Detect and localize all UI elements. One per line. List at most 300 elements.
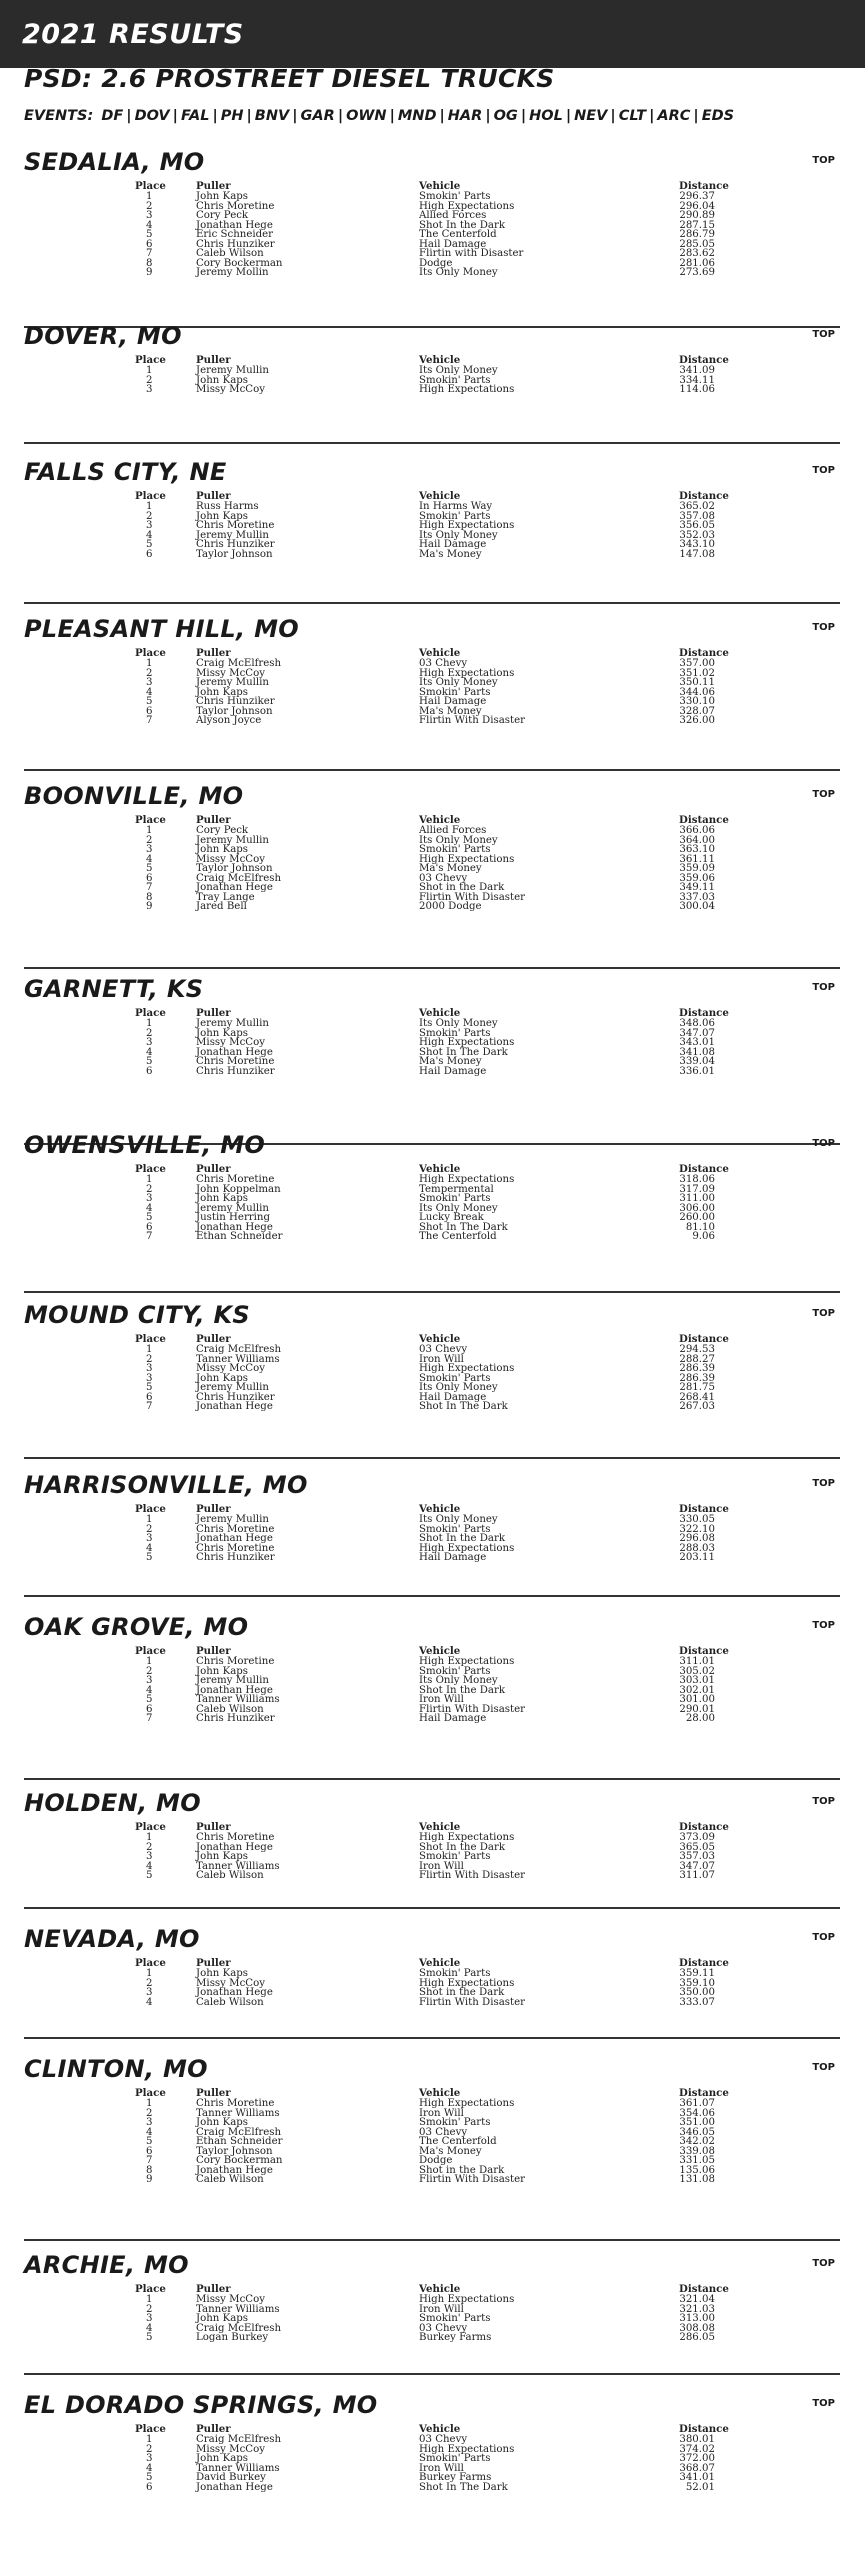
distance-cell: 290.89 — [679, 210, 715, 221]
table-row — [0, 376, 739, 386]
event-separator: | — [439, 108, 445, 124]
top-link[interactable]: TOP — [812, 329, 835, 340]
top-link[interactable]: TOP — [812, 1620, 835, 1631]
distance-header: Distance — [679, 814, 729, 827]
table-row — [0, 893, 739, 903]
table-header-row — [0, 1009, 739, 1019]
distance-cell: 311.01 — [679, 1656, 715, 1667]
puller-cell: Cory Bockerman — [196, 257, 283, 269]
puller-cell: Taylor Johnson — [196, 2145, 273, 2157]
vehicle-cell: 03 Chevy — [419, 2126, 468, 2138]
distance-cell: 267.03 — [679, 1401, 715, 1412]
place-cell: 3 — [146, 2453, 153, 2464]
vehicle-cell: Smokin' Parts — [419, 1665, 491, 1677]
vehicle-cell: Smokin' Parts — [419, 1027, 491, 1039]
table-row — [0, 697, 739, 707]
place-cell: 4 — [146, 1860, 153, 1872]
table-row — [0, 385, 739, 395]
event-link-hol[interactable]: HOL — [529, 108, 563, 124]
table-row — [0, 2295, 739, 2305]
puller-cell: Caleb Wilson — [196, 2174, 264, 2185]
place-header: Place — [135, 814, 166, 827]
vehicle-cell: Allied Forces — [419, 825, 487, 836]
distance-cell: 203.11 — [679, 1552, 715, 1563]
place-cell: 3 — [146, 1987, 153, 1998]
distance-cell: 286.79 — [679, 229, 715, 240]
table-row — [0, 1393, 739, 1403]
results-table — [0, 1647, 739, 1724]
table-row — [0, 1525, 739, 1535]
distance-cell: 374.02 — [679, 2443, 715, 2455]
top-link[interactable]: TOP — [812, 622, 835, 633]
table-header-row — [0, 2425, 739, 2435]
place-cell: 1 — [146, 1018, 153, 1029]
vehicle-header: Vehicle — [419, 2283, 461, 2296]
table-row — [0, 1204, 739, 1214]
section-divider — [24, 602, 840, 604]
event-link-eds[interactable]: EDS — [701, 108, 735, 124]
table-row — [0, 1194, 739, 1204]
puller-cell: Craig McElfresh — [196, 2322, 282, 2334]
place-cell: 6 — [146, 548, 153, 560]
top-link[interactable]: TOP — [812, 1308, 835, 1319]
table-row — [0, 1048, 739, 1058]
vehicle-header: Vehicle — [419, 490, 461, 503]
event-link-mnd[interactable]: MND — [397, 108, 437, 124]
distance-cell: 286.39 — [679, 1372, 715, 1384]
distance-header: Distance — [679, 180, 729, 193]
table-row — [0, 1667, 739, 1677]
event-link-arc[interactable]: ARC — [657, 108, 691, 124]
section-title: OWENSVILLE, MO — [24, 1131, 266, 1159]
place-cell: 1 — [146, 825, 153, 836]
event-link-clt[interactable]: CLT — [618, 108, 647, 124]
distance-cell: 268.41 — [679, 1391, 715, 1403]
place-cell: 3 — [146, 2313, 153, 2324]
vehicle-header: Vehicle — [419, 1821, 461, 1834]
puller-header: Puller — [196, 814, 231, 827]
vehicle-cell: Hail Damage — [419, 1065, 487, 1077]
distance-cell: 313.00 — [679, 2313, 715, 2324]
puller-header: Puller — [196, 1821, 231, 1834]
vehicle-cell: High Expectations — [419, 1363, 515, 1374]
results-table — [0, 2089, 739, 2185]
vehicle-header: Vehicle — [419, 1163, 461, 1176]
vehicle-cell: Hail Damage — [419, 238, 487, 250]
event-link-har[interactable]: HAR — [447, 108, 483, 124]
puller-cell: John Koppelman — [196, 1183, 281, 1195]
table-row — [0, 1232, 739, 1242]
vehicle-cell: Flirtin With Disaster — [419, 2174, 525, 2185]
place-header: Place — [135, 2087, 166, 2100]
table-header-row — [0, 1335, 739, 1345]
results-table — [0, 1165, 739, 1242]
puller-header: Puller — [196, 180, 231, 193]
vehicle-cell: Ma's Money — [419, 2145, 482, 2157]
event-link-nev[interactable]: NEV — [574, 108, 608, 124]
puller-cell: Missy McCoy — [196, 1977, 265, 1989]
distance-header: Distance — [679, 2423, 729, 2436]
distance-cell: 321.03 — [679, 2303, 715, 2315]
vehicle-cell: Its Only Money — [419, 365, 498, 376]
place-cell: 1 — [146, 658, 153, 669]
vehicle-cell: High Expectations — [419, 2098, 515, 2109]
place-cell: 9 — [146, 901, 153, 912]
distance-cell: 303.01 — [679, 1675, 715, 1686]
place-header: Place — [135, 2423, 166, 2436]
distance-cell: 288.03 — [679, 1542, 715, 1554]
event-link-fal[interactable]: FAL — [180, 108, 210, 124]
event-link-dov[interactable]: DOV — [134, 108, 170, 124]
distance-cell: 337.03 — [679, 891, 715, 903]
distance-cell: 296.04 — [679, 200, 715, 212]
puller-cell: Tanner Williams — [196, 2107, 280, 2119]
puller-cell: Tanner Williams — [196, 2303, 280, 2315]
place-cell: 1 — [146, 2098, 153, 2109]
results-section — [0, 458, 865, 560]
table-header-row — [0, 182, 739, 192]
section-divider — [24, 1907, 840, 1909]
results-table — [0, 1335, 739, 1412]
table-row — [0, 2435, 739, 2445]
section-divider — [24, 1595, 840, 1597]
puller-cell: Chris Moretine — [196, 520, 275, 531]
section-divider — [24, 1291, 840, 1293]
table-row — [0, 1979, 739, 1989]
section-title: HOLDEN, MO — [24, 1789, 201, 1817]
puller-cell: Caleb Wilson — [196, 1703, 264, 1715]
vehicle-cell: Iron Will — [419, 2303, 464, 2315]
distance-cell: 281.06 — [679, 257, 715, 269]
place-cell: 4 — [146, 853, 153, 865]
place-cell: 4 — [146, 1202, 153, 1214]
vehicle-cell: Its Only Money — [419, 529, 498, 541]
vehicle-cell: Smokin' Parts — [419, 1968, 491, 1979]
puller-cell: Missy McCoy — [196, 667, 265, 679]
distance-cell: 260.00 — [679, 1212, 715, 1223]
event-separator: | — [649, 108, 655, 124]
puller-header: Puller — [196, 354, 231, 367]
distance-cell: 363.10 — [679, 844, 715, 855]
place-cell: 3 — [146, 1037, 153, 1048]
place-cell: 8 — [146, 2164, 153, 2176]
vehicle-cell: Hail Damage — [419, 1713, 487, 1724]
top-link[interactable]: TOP — [812, 2062, 835, 2073]
event-link-gar[interactable]: GAR — [300, 108, 335, 124]
distance-cell: 131.08 — [679, 2174, 715, 2185]
event-separator: | — [693, 108, 699, 124]
distance-cell: 352.03 — [679, 529, 715, 541]
vehicle-cell: Its Only Money — [419, 267, 498, 278]
vehicle-cell: Ma's Money — [419, 705, 482, 717]
puller-cell: John Kaps — [196, 1665, 249, 1677]
distance-cell: 336.01 — [679, 1065, 715, 1077]
table-header-row — [0, 1505, 739, 1515]
vehicle-cell: Its Only Money — [419, 1514, 498, 1525]
vehicle-cell: Ma's Money — [419, 1056, 482, 1067]
place-cell: 4 — [146, 2126, 153, 2138]
vehicle-cell: High Expectations — [419, 2294, 515, 2305]
puller-cell: Missy McCoy — [196, 1037, 265, 1048]
vehicle-cell: Smokin' Parts — [419, 686, 491, 698]
table-row — [0, 2454, 739, 2464]
results-table — [0, 1505, 739, 1563]
puller-cell: Jeremy Mullin — [196, 1202, 269, 1214]
table-header-row — [0, 1823, 739, 1833]
distance-cell: 364.00 — [679, 834, 715, 846]
place-cell: 3 — [146, 1851, 153, 1862]
vehicle-cell: Shot In The Dark — [419, 1401, 508, 1412]
table-row — [0, 366, 739, 376]
distance-cell: 286.39 — [679, 1363, 715, 1374]
puller-cell: Cory Peck — [196, 210, 249, 221]
results-section — [0, 615, 865, 726]
table-header-row — [0, 1959, 739, 1969]
event-link-bnv[interactable]: BNV — [254, 108, 290, 124]
top-link[interactable]: TOP — [812, 1138, 835, 1149]
distance-cell: 365.05 — [679, 1841, 715, 1853]
vehicle-cell: Shot In the Dark — [419, 1533, 506, 1544]
distance-cell: 354.06 — [679, 2107, 715, 2119]
vehicle-cell: Smokin' Parts — [419, 510, 491, 522]
place-cell: 9 — [146, 267, 153, 278]
event-link-df[interactable]: DF — [101, 108, 124, 124]
vehicle-cell: Shot In the Dark — [419, 1684, 506, 1696]
table-row — [0, 221, 739, 231]
vehicle-cell: Iron Will — [419, 2462, 464, 2474]
vehicle-cell: High Expectations — [419, 667, 515, 679]
table-row — [0, 512, 739, 522]
section-header — [0, 1789, 865, 1823]
top-link[interactable]: TOP — [812, 1796, 835, 1807]
distance-cell: 285.05 — [679, 238, 715, 250]
distance-cell: 287.15 — [679, 219, 715, 231]
vehicle-header: Vehicle — [419, 647, 461, 660]
event-separator: | — [520, 108, 527, 124]
event-separator: | — [172, 108, 178, 124]
puller-cell: Missy McCoy — [196, 2443, 265, 2455]
distance-cell: 288.27 — [679, 1353, 715, 1365]
place-cell: 1 — [146, 2294, 153, 2305]
results-section — [0, 1789, 865, 1881]
puller-cell: Chris Hunziker — [196, 1391, 275, 1403]
distance-cell: 350.00 — [679, 1987, 715, 1998]
vehicle-cell: Shot In The Dark — [419, 1046, 508, 1058]
distance-cell: 308.08 — [679, 2322, 715, 2334]
section-title: MOUND CITY, KS — [24, 1301, 251, 1329]
distance-cell: 302.01 — [679, 1684, 715, 1696]
table-row — [0, 1383, 739, 1393]
place-cell: 1 — [146, 365, 153, 376]
section-title: OAK GROVE, MO — [24, 1613, 249, 1641]
section-header — [0, 1131, 865, 1165]
place-cell: 7 — [146, 715, 153, 726]
puller-cell: Chris Moretine — [196, 1832, 275, 1843]
distance-header: Distance — [679, 1821, 729, 1834]
table-row — [0, 1057, 739, 1067]
vehicle-cell: Smokin' Parts — [419, 1523, 491, 1535]
place-cell: 2 — [146, 200, 153, 212]
place-cell: 3 — [146, 844, 153, 855]
results-table — [0, 1009, 739, 1076]
distance-cell: 368.07 — [679, 2462, 715, 2474]
puller-header: Puller — [196, 1333, 231, 1346]
distance-header: Distance — [679, 1645, 729, 1658]
table-row — [0, 2333, 739, 2343]
vehicle-cell: 03 Chevy — [419, 1344, 468, 1355]
distance-header: Distance — [679, 1007, 729, 1020]
distance-cell: 330.05 — [679, 1514, 715, 1525]
place-cell: 9 — [146, 2174, 153, 2185]
place-header: Place — [135, 1007, 166, 1020]
top-link[interactable]: TOP — [812, 2398, 835, 2409]
place-cell: 3 — [146, 1372, 153, 1384]
place-cell: 5 — [146, 1552, 153, 1563]
vehicle-cell: Its Only Money — [419, 834, 498, 846]
table-row — [0, 659, 739, 669]
distance-cell: 348.06 — [679, 1018, 715, 1029]
table-row — [0, 2109, 739, 2119]
vehicle-cell: Dodge — [419, 257, 453, 269]
table-row — [0, 2464, 739, 2474]
distance-cell: 301.00 — [679, 1694, 715, 1705]
vehicle-cell: Allied Forces — [419, 210, 487, 221]
distance-cell: 305.02 — [679, 1665, 715, 1677]
vehicle-cell: Hail Damage — [419, 696, 487, 707]
table-row — [0, 1067, 739, 1077]
vehicle-cell: The Centerfold — [419, 229, 497, 240]
table-row — [0, 2118, 739, 2128]
vehicle-cell: Ma's Money — [419, 863, 482, 874]
section-header — [0, 2251, 865, 2285]
place-cell: 5 — [146, 229, 153, 240]
vehicle-cell: Shot In The Dark — [419, 2481, 508, 2493]
table-row — [0, 716, 739, 726]
table-row — [0, 1374, 739, 1384]
table-row — [0, 845, 739, 855]
vehicle-cell: Flirtin with Disaster — [419, 248, 524, 259]
place-cell: 2 — [146, 2107, 153, 2119]
top-link[interactable]: TOP — [812, 465, 835, 476]
vehicle-cell: Iron Will — [419, 1860, 464, 1872]
table-row — [0, 1175, 739, 1185]
vehicle-cell: Flirtin With Disaster — [419, 891, 525, 903]
distance-cell: 344.06 — [679, 686, 715, 698]
table-row — [0, 1364, 739, 1374]
results-table — [0, 2285, 739, 2343]
vehicle-cell: 03 Chevy — [419, 872, 468, 884]
event-link-own[interactable]: OWN — [346, 108, 387, 124]
table-row — [0, 550, 739, 560]
vehicle-cell: Smokin' Parts — [419, 1851, 491, 1862]
place-cell: 2 — [146, 2303, 153, 2315]
results-table — [0, 492, 739, 559]
results-table — [0, 649, 739, 726]
place-cell: 2 — [146, 1841, 153, 1853]
place-header: Place — [135, 1163, 166, 1176]
puller-cell: Craig McElfresh — [196, 2126, 282, 2138]
vehicle-cell: High Expectations — [419, 853, 515, 865]
puller-cell: Missy McCoy — [196, 2294, 265, 2305]
results-table — [0, 1959, 739, 2007]
vehicle-cell: High Expectations — [419, 1542, 515, 1554]
results-section — [0, 322, 865, 395]
vehicle-header: Vehicle — [419, 1957, 461, 1970]
place-cell: 6 — [146, 872, 153, 884]
results-section — [0, 2391, 865, 2493]
puller-cell: John Kaps — [196, 1193, 249, 1204]
vehicle-cell: Smokin' Parts — [419, 844, 491, 855]
distance-cell: 365.02 — [679, 501, 715, 512]
place-cell: 6 — [146, 2481, 153, 2493]
puller-cell: David Burkey — [196, 2472, 266, 2483]
place-cell: 5 — [146, 2332, 153, 2343]
place-cell: 2 — [146, 2443, 153, 2455]
section-header — [0, 2391, 865, 2425]
event-separator: | — [610, 108, 616, 124]
distance-cell: 330.10 — [679, 696, 715, 707]
top-link[interactable]: TOP — [812, 1932, 835, 1943]
page-title: PSD: 2.6 PROSTREET DIESEL TRUCKS — [24, 64, 555, 93]
vehicle-cell: Flirtin With Disaster — [419, 715, 525, 726]
vehicle-cell: Smokin' Parts — [419, 2453, 491, 2464]
distance-cell: 294.53 — [679, 1344, 715, 1355]
place-header: Place — [135, 1821, 166, 1834]
puller-header: Puller — [196, 2423, 231, 2436]
puller-cell: Chris Moretine — [196, 200, 275, 212]
puller-header: Puller — [196, 647, 231, 660]
event-link-og[interactable]: OG — [493, 108, 518, 124]
distance-header: Distance — [679, 1163, 729, 1176]
vehicle-header: Vehicle — [419, 814, 461, 827]
distance-cell: 273.69 — [679, 267, 715, 278]
puller-cell: Tanner Williams — [196, 1353, 280, 1365]
place-cell: 5 — [146, 1056, 153, 1067]
results-section — [0, 1301, 865, 1412]
puller-header: Puller — [196, 1503, 231, 1516]
top-link[interactable]: TOP — [812, 2258, 835, 2269]
top-link[interactable]: TOP — [812, 1478, 835, 1489]
distance-cell: 343.01 — [679, 1037, 715, 1048]
distance-cell: 356.05 — [679, 520, 715, 531]
vehicle-header: Vehicle — [419, 1645, 461, 1658]
place-cell: 1 — [146, 1968, 153, 1979]
place-cell: 2 — [146, 1183, 153, 1195]
place-cell: 1 — [146, 1174, 153, 1185]
distance-cell: 300.04 — [679, 901, 715, 912]
distance-cell: 318.06 — [679, 1174, 715, 1185]
event-separator: | — [485, 108, 491, 124]
top-link[interactable]: TOP — [812, 982, 835, 993]
distance-cell: 349.11 — [679, 882, 715, 893]
place-cell: 4 — [146, 529, 153, 541]
section-header — [0, 1925, 865, 1959]
place-cell: 4 — [146, 1684, 153, 1696]
events-nav — [24, 108, 734, 124]
top-link[interactable]: TOP — [812, 155, 835, 166]
distance-cell: 341.01 — [679, 2472, 715, 2483]
table-row — [0, 1714, 739, 1724]
distance-cell: 311.00 — [679, 1193, 715, 1204]
place-cell: 3 — [146, 1363, 153, 1374]
event-separator: | — [565, 108, 572, 124]
distance-cell: 296.08 — [679, 1533, 715, 1544]
vehicle-cell: High Expectations — [419, 1656, 515, 1667]
results-table — [0, 356, 739, 395]
event-link-ph[interactable]: PH — [220, 108, 244, 124]
top-link[interactable]: TOP — [812, 789, 835, 800]
puller-cell: Jeremy Mullin — [196, 1514, 269, 1525]
